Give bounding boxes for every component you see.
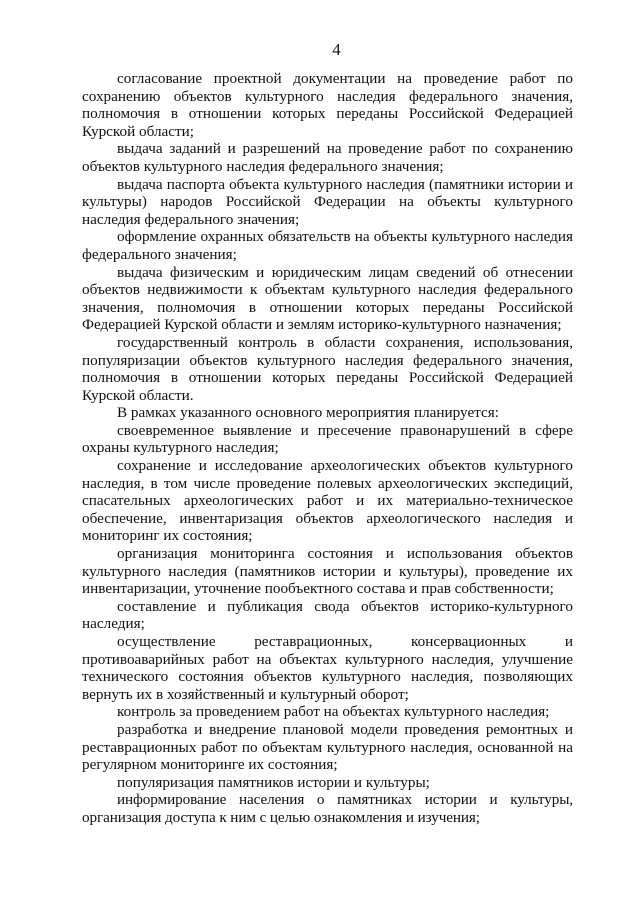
paragraph: составление и публикация свода объектов историко-культурного наследия; (82, 597, 573, 633)
paragraph: разработка и внедрение плановой модели проведения ремонтных и реставрационных работ по объектам культурного наследия, основанной на регулярном мониторинге их состояния; (82, 720, 573, 774)
paragraph: В рамках указанного основного мероприятия планируется: (117, 404, 499, 422)
paragraph: информирование населения о памятниках истории и культуры, организация доступа к ним с целью ознакомления и изучения; (82, 791, 573, 826)
paragraph: выдача паспорта объекта культурного наследия (памятники истории и культуры) народов Российской Федерации на объекты культурного наследия федерального значения; (82, 175, 573, 228)
paragraph: оформление охранных обязательств на объекты культурного наследия федерального значения; (82, 228, 573, 263)
paragraph: организация мониторинга состояния и использования объектов культурного наследия (памятников истории и культуры), проведение их инвентаризации, уточнение пообъектного состава и прав собственности; (82, 545, 573, 598)
paragraph: государственный контроль в области сохранения, использования, популяризации объектов культурного наследия федерального значения, полномочия в отношении которых переданы Российской Федерацией Курской области. (82, 333, 573, 404)
page-number: 4 (332, 40, 341, 59)
paragraph: контроль за проведением работ на объектах культурного наследия; (117, 703, 550, 721)
paragraph: согласование проектной документации на проведение работ по сохранению объектов культурного наследия федерального значения, полномочия в отношении которых переданы Российской Федерацией Курской области; (82, 70, 573, 140)
paragraph: осуществление реставрационных, консервационных и противоаварийных работ на объектах культурного наследия, улучшение технического состояния объектов культурного наследия, позволяющих вернуть их в хозяйственный и культурный оборот; (82, 633, 573, 703)
paragraph: выдача заданий и разрешений на проведение работ по сохранению объектов культурного наследия федерального значения; (82, 140, 573, 175)
paragraph: сохранение и исследование археологических объектов культурного наследия, в том числе проведение полевых археологических экспедиций, спасательных археологических работ и их материально-техническое обеспечение, инвентаризация объектов археологического наследия и мониторинг их состояния; (82, 457, 573, 545)
paragraph: популяризация памятников истории и культуры; (117, 773, 430, 791)
paragraph: своевременное выявление и пресечение правонарушений в сфере охраны культурного наследия; (82, 421, 573, 457)
paragraph: выдача физическим и юридическим лицам сведений об отнесении объектов недвижимости к объектам культурного наследия федерального значения, полномочия в отношении которых переданы Российской Федерацией Курской области и землям историко-культурного назначения; (82, 263, 573, 334)
body-text (82, 70, 573, 827)
